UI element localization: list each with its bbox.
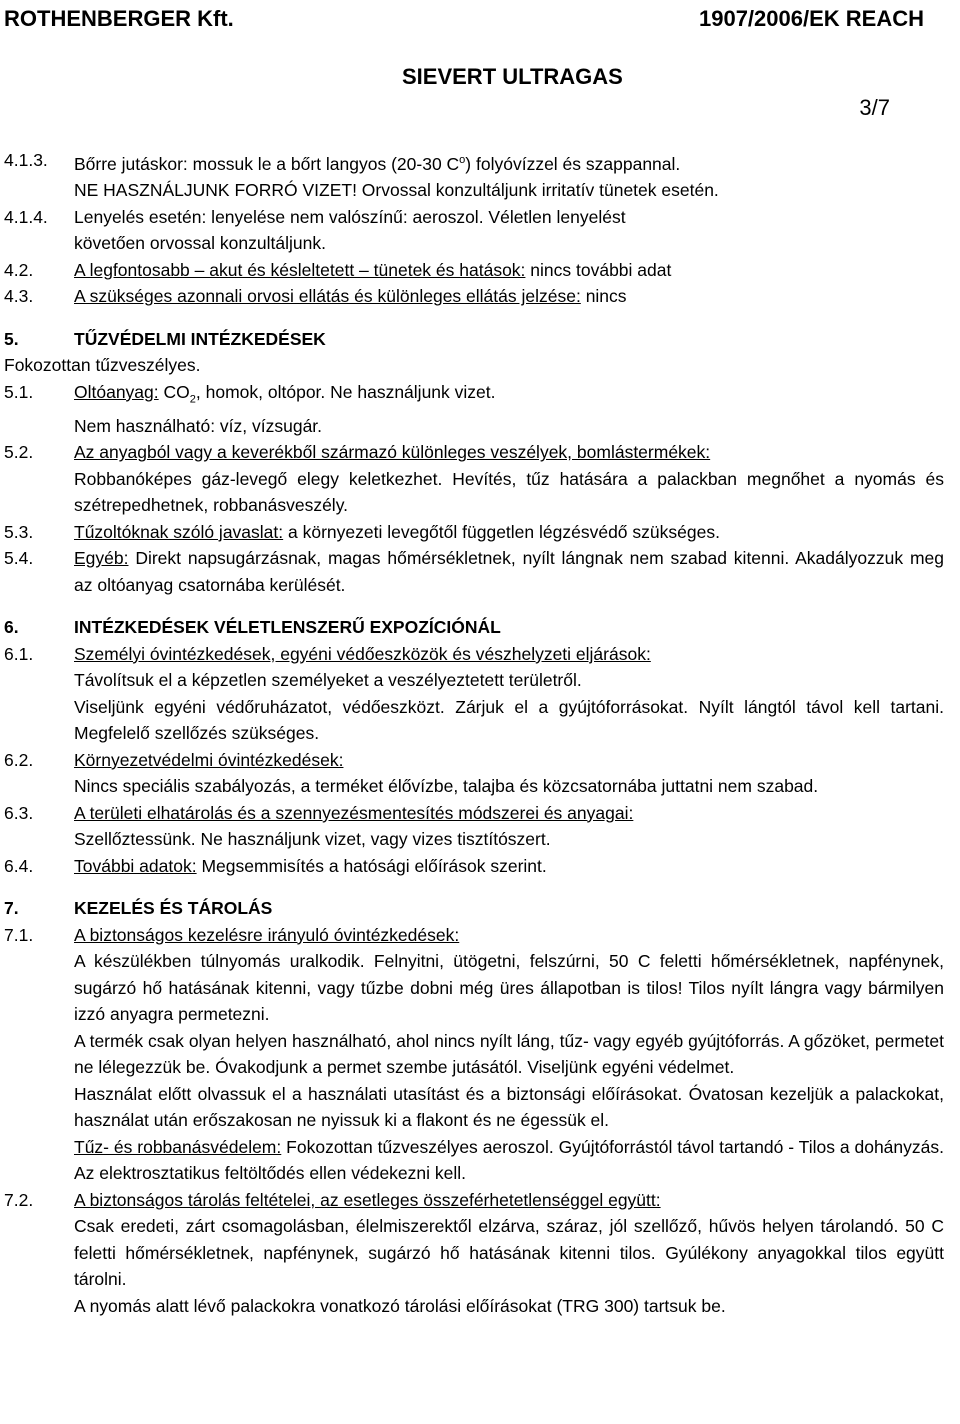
item-number: 7.2. — [4, 1189, 34, 1210]
product-name: SIEVERT ULTRAGAS — [402, 64, 623, 89]
item-number: 5.2. — [4, 442, 34, 463]
skin-text-end: ) folyóvízzel és szappannal. — [465, 153, 681, 174]
item-value-cont: A nyomás alatt lévő palackokra vonatkozó tárolási előírásokat (TRG 300) tartsuk be. — [74, 1295, 726, 1316]
degree-mark: o — [459, 154, 466, 166]
item-number: 5.1. — [4, 381, 34, 402]
item-heading: Környezetvédelmi óvintézkedések: — [74, 749, 344, 770]
item-5-2 — [4, 439, 944, 519]
section-number: 6. — [4, 617, 19, 638]
item-4-1-3 — [4, 147, 944, 204]
item-number: 4.1.3. — [4, 150, 48, 170]
item-6-4 — [4, 853, 944, 880]
section-6-heading — [4, 614, 944, 641]
document-body — [4, 147, 944, 1319]
item-6-2 — [4, 747, 944, 800]
subscript: 2 — [189, 393, 196, 406]
item-value: A készülékben túlnyomás uralkodik. Felnyitni, ütögetni, felszúrni, 50 C feletti hőmérsékletnek, napfénynek, sugárzó hő hatásának kitenni, vagy tűzbe dobni még üres állapotban is tilos! Tilos nyílt lángra vagy bármilyen izzó anyagra permetezni. — [74, 951, 944, 1025]
item-heading: Személyi óvintézkedések, egyéni védőeszközök és vészhelyzeti eljárások: — [74, 643, 651, 664]
page-number: 3/7 — [859, 95, 890, 120]
item-heading: A biztonságos kezelésre irányuló óvintézkedések: — [74, 924, 460, 945]
section-5-intro: Fokozottan tűzveszélyes. — [4, 355, 201, 376]
section-title: INTÉZKEDÉSEK VÉLETLENSZERŰ EXPOZÍCIÓNÁL — [74, 617, 501, 638]
item-heading: Oltóanyag: — [74, 381, 159, 402]
item-heading: Tűzoltóknak szóló javaslat: — [74, 521, 284, 542]
item-value: Nincs speciális szabályozás, a terméket élővízbe, talajba és közcsatornába juttatni nem szabad. — [74, 776, 819, 797]
section-number: 5. — [4, 328, 19, 349]
section-7-heading — [4, 895, 944, 922]
item-text — [74, 747, 944, 800]
item-text — [74, 641, 944, 747]
item-number: 4.1.4. — [4, 206, 48, 227]
item-value: Távolítsuk el a képzetlen személyeket a veszélyeztetett területről. — [74, 670, 582, 691]
item-text — [74, 1187, 944, 1320]
item-value: nincs további adat — [525, 259, 672, 280]
item-text — [74, 545, 944, 598]
ingestion-text: Lenyelés esetén: lenyelése nem valószínű: aeroszol. Véletlen lenyelést — [74, 206, 626, 227]
item-value: CO — [158, 381, 190, 402]
item-text — [74, 519, 944, 546]
item-value-cont: Fokozottan tűzveszélyes aeroszol. Gyújtóforrástól távol tartandó - Tilos a dohányzás. Az elektrosztatikus feltöltődés ellen védekezni kell. — [74, 1136, 944, 1184]
skin-warning: NE HASZNÁLJUNK FORRÓ VIZET! Orvossal konzultáljunk irritatív tünetek esetén. — [74, 180, 719, 201]
item-4-3 — [4, 283, 944, 310]
regulation-ref: 1907/2006/EK REACH — [698, 6, 924, 31]
item-value: Csak eredeti, zárt csomagolásban, élelmiszerektől elzárva, száraz, jól szellőző, hűvös helyen tárolandó. 50 C feletti hőmérsékletnek, napfénynek, sugárzó hő hatásának kitenni tilos. Gyúlékony anyagokkal tilos együtt tárolni. — [74, 1216, 944, 1290]
item-number: 6.3. — [4, 802, 34, 823]
item-text — [74, 922, 944, 1187]
item-6-1 — [4, 641, 944, 747]
item-number: 4.3. — [4, 286, 34, 307]
item-text — [74, 257, 944, 284]
item-heading: A szükséges azonnali orvosi ellátás és különleges ellátás jelzése: — [74, 286, 581, 307]
item-value-cont: Viseljünk egyéni védőruházatot, védőeszközt. Zárjuk el a gyújtóforrásokat. Nyílt lángtól távol kell tartani. Megfelelő szellőzés szükséges. — [74, 696, 944, 744]
item-text — [74, 283, 944, 310]
section-number: 7. — [4, 898, 19, 919]
skin-text: Bőrre jutáskor: mossuk le a bőrt langyos (20-30 C — [74, 153, 460, 174]
item-5-3 — [4, 519, 944, 546]
item-4-1-4 — [4, 204, 944, 257]
item-value: a környezeti levegőtől független légzésvédő szükséges. — [283, 521, 720, 542]
item-value: nincs — [580, 286, 627, 307]
item-heading: A biztonságos tárolás feltételei, az esetleges összeférhetetlenséggel együtt: — [74, 1189, 661, 1210]
item-number: 5.3. — [4, 521, 34, 542]
item-heading: További adatok: — [74, 855, 197, 876]
item-text — [74, 800, 944, 853]
item-heading: A legfontosabb – akut és késleltetett – tünetek és hatások: — [74, 259, 526, 280]
section-5-heading — [4, 326, 944, 353]
item-number: 5.4. — [4, 548, 34, 569]
item-text — [74, 439, 944, 519]
item-heading: Egyéb: — [74, 548, 129, 569]
item-note: Nem használható: víz, vízsugár. — [74, 415, 323, 436]
item-text — [74, 853, 944, 880]
item-number: 4.2. — [4, 259, 34, 280]
section-title: TŰZVÉDELMI INTÉZKEDÉSEK — [74, 328, 326, 349]
item-6-3 — [4, 800, 944, 853]
ingestion-text-cont: követően orvossal konzultáljunk. — [74, 233, 326, 254]
item-heading: Az anyagból vagy a keverékből származó különleges veszélyek, bomlástermékek: — [74, 442, 711, 463]
item-7-1 — [4, 922, 944, 1187]
item-text — [74, 204, 944, 257]
company-name: ROTHENBERGER Kft. — [4, 6, 234, 31]
item-7-2 — [4, 1187, 944, 1320]
item-value: Szellőztessünk. Ne használjunk vizet, vagy vizes tisztítószert. — [74, 829, 551, 850]
item-value: Direkt napsugárzásnak, magas hőmérsékletnek, nyílt lángnak nem szabad kitenni. Akadályozzuk meg az oltóanyag csatornába kerülését. — [74, 548, 944, 595]
item-5-4 — [4, 545, 944, 598]
item-value: Robbanóképes gáz-levegő elegy keletkezhet. Hevítés, tűz hatására a palackban megnőhet a nyomás és szétrepedhetnek, robbanásveszély. — [74, 468, 944, 516]
section-title: KEZELÉS ÉS TÁROLÁS — [74, 898, 273, 919]
item-heading: A területi elhatárolás és a szennyezésmentesítés módszerei és anyagai: — [74, 802, 634, 823]
item-number: 7.1. — [4, 924, 34, 945]
item-number: 6.4. — [4, 855, 34, 876]
item-value-cont: A termék csak olyan helyen használható, ahol nincs nyílt láng, tűz- vagy egyéb gyújtóforrás. A gőzöket, permetet ne lélegezzük be. Óvakodjunk a permet szembe jutásától. Viseljünk egyéni védelmet. — [74, 1030, 944, 1078]
item-number: 6.2. — [4, 749, 34, 770]
item-value-cont: Használat előtt olvassuk el a használati utasítást és a biztonsági előírásokat. Óvatosan kezeljük a palackokat, használat után erőszakosan ne nyissuk ki a flakont és ne égessük el. — [74, 1083, 944, 1131]
item-4-2 — [4, 257, 944, 284]
item-number: 6.1. — [4, 643, 34, 664]
item-value-cont: , homok, oltópor. Ne használjunk vizet. — [195, 381, 496, 402]
item-text — [74, 379, 944, 440]
item-text — [74, 147, 944, 204]
item-5-1 — [4, 379, 944, 440]
item-value: Megsemmisítés a hatósági előírások szerint. — [196, 855, 547, 876]
item-subheading: Tűz- és robbanásvédelem: — [74, 1136, 282, 1157]
